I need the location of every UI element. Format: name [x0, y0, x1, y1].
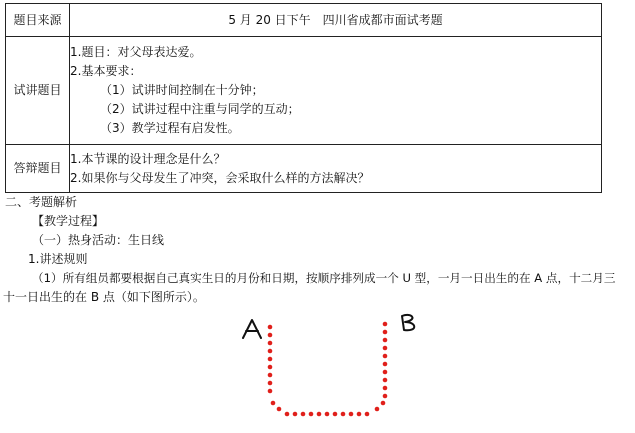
u-dot	[317, 412, 322, 417]
u-dot	[268, 357, 273, 362]
u-dot	[277, 407, 282, 412]
section-title: 二、考题解析	[5, 195, 78, 209]
u-dot	[357, 412, 362, 417]
u-dot	[333, 412, 338, 417]
u-dot	[301, 412, 306, 417]
u-dot	[381, 401, 386, 406]
u-dot	[383, 370, 388, 375]
u-dot	[383, 338, 388, 343]
source-label: 题目来源	[6, 4, 70, 37]
defense-line: 1.本节课的设计理念是什么？	[70, 151, 226, 166]
u-dot	[383, 394, 388, 399]
u-dot	[383, 330, 388, 335]
rules-paragraph-line: 十一日出生的在 B 点（如下图所示）。	[3, 290, 205, 304]
u-dot	[268, 389, 273, 394]
defense-line: 2.如果你与父母发生了冲突，会采取什么样的方法解决？	[70, 170, 370, 185]
u-dot	[268, 381, 273, 386]
u-dot	[293, 412, 298, 417]
u-dot	[375, 407, 380, 412]
topic-line: 1.题目：对父母表达爱。	[70, 45, 202, 59]
u-dot	[383, 386, 388, 391]
rules-paragraph-line: （1）所有组员都要根据自己真实生日的月份和日期，按顺序排列成一个 U 型，一月一日出生的在 A 点，十二月三	[32, 271, 616, 285]
u-dot	[268, 365, 273, 370]
defense-label: 答辩题目	[6, 145, 70, 193]
u-dot	[383, 354, 388, 359]
topic-line: （1）试讲时间控制在十分钟；	[100, 83, 264, 97]
u-dot	[383, 378, 388, 383]
u-dot	[383, 322, 388, 327]
u-dot	[349, 412, 354, 417]
u-dot	[271, 401, 276, 406]
u-dot	[383, 362, 388, 367]
source-value: 5 月 20 日下午 四川省成都市面试考题	[70, 4, 602, 37]
u-dot	[309, 412, 314, 417]
u-dotted-line	[268, 322, 388, 417]
teaching-process-heading: 【教学过程】	[32, 214, 105, 228]
u-dot	[325, 412, 330, 417]
u-dot	[383, 346, 388, 351]
rules-heading: 1.讲述规则	[28, 252, 88, 266]
topic-line: （3）教学过程有启发性。	[100, 121, 240, 135]
warmup-heading: （一）热身活动：生日线	[32, 233, 165, 247]
u-dot	[268, 341, 273, 346]
u-dot	[365, 412, 370, 417]
label-a	[243, 320, 261, 338]
topic-line: 2.基本要求：	[70, 64, 142, 78]
topic-line: （2）试讲过程中注重与同学的互动；	[100, 102, 300, 116]
u-dot	[341, 412, 346, 417]
u-dot	[268, 349, 273, 354]
topic-label: 试讲题目	[6, 37, 70, 145]
u-dot	[268, 333, 273, 338]
u-dot	[268, 325, 273, 330]
u-dot	[285, 412, 290, 417]
label-b	[402, 315, 414, 330]
u-dot	[268, 373, 273, 378]
